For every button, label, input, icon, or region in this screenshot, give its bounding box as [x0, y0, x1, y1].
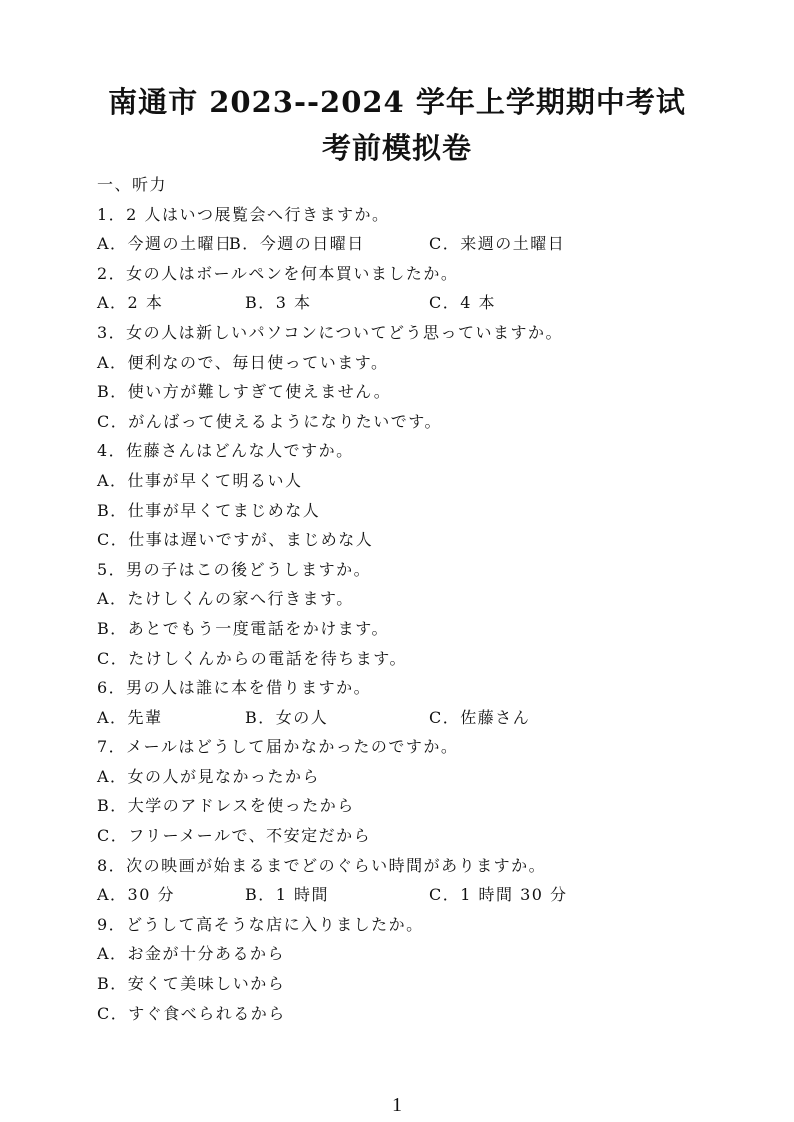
exam-subtitle: 考前模拟卷 [321, 131, 472, 165]
question-text: 4．佐藤さんはどんな人ですか。 [97, 441, 354, 461]
question-text: 3．女の人は新しいパソコンについてどう思っていますか。 [97, 322, 564, 342]
question-text: 9．どうして高そうな店に入りましたか。 [97, 914, 424, 934]
option-b: B．大学のアドレスを使ったから [97, 796, 355, 816]
question-text: 2．女の人はボールペンを何本買いましたか。 [97, 263, 459, 283]
question-text: 1．2 人はいつ展覧会へ行きますか。 [97, 204, 390, 224]
exam-title: 南通市 2023--2024 学年上学期期中考试 [108, 85, 686, 119]
section-heading: 一、听力 [97, 175, 168, 194]
option-b: B．仕事が早くてまじめな人 [97, 500, 321, 520]
exam-content [97, 170, 757, 1028]
option-a: A．お金が十分あるから [97, 944, 286, 964]
page-number: 1 [392, 1094, 402, 1116]
option-b: B．女の人 [245, 707, 329, 727]
option-c: C．1 時間 30 分 [429, 885, 568, 905]
option-c: C．すぐ食べられるから [97, 1003, 286, 1023]
question-text: 7．メールはどうして届かなかったのですか。 [97, 737, 459, 757]
option-c: C．がんばって使えるようになりたいです。 [97, 411, 442, 431]
option-b: B．今週の日曜日 [229, 234, 365, 254]
option-c: C．フリーメールで、不安定だから [97, 826, 372, 846]
option-c: C．たけしくんからの電話を待ちます。 [97, 648, 407, 668]
option-c: C．佐藤さん [429, 707, 531, 727]
question-text: 5．男の子はこの後どうしますか。 [97, 559, 372, 579]
option-b: B．3 本 [245, 293, 312, 313]
option-c: C．仕事は遅いですが、まじめな人 [97, 530, 374, 550]
option-a: A．今週の土曜日 [97, 234, 233, 254]
option-c: C．4 本 [429, 293, 497, 313]
option-b: B．あとでもう一度電話をかけます。 [97, 618, 389, 638]
option-a: A．仕事が早くて明るい人 [97, 470, 303, 490]
option-b: B．1 時間 [245, 885, 330, 905]
option-a: A．女の人が見なかったから [97, 766, 321, 786]
option-b: B．安くて美味しいから [97, 974, 286, 994]
question-text: 8．次の映画が始まるまでどのぐらい時間がありますか。 [97, 855, 547, 875]
option-row [97, 703, 757, 733]
option-a: A．2 本 [97, 293, 164, 313]
option-a: A．30 分 [97, 885, 176, 905]
option-row [97, 229, 757, 259]
question-text: 6．男の人は誰に本を借りますか。 [97, 678, 372, 698]
option-a: A．たけしくんの家へ行きます。 [97, 589, 354, 609]
option-a: A．便利なので、毎日使っています。 [97, 352, 389, 372]
option-row [97, 288, 757, 318]
option-a: A．先輩 [97, 707, 163, 727]
option-c: C．来週の土曜日 [429, 234, 566, 254]
option-row [97, 880, 757, 910]
option-b: B．使い方が難しすぎて使えません。 [97, 382, 392, 402]
